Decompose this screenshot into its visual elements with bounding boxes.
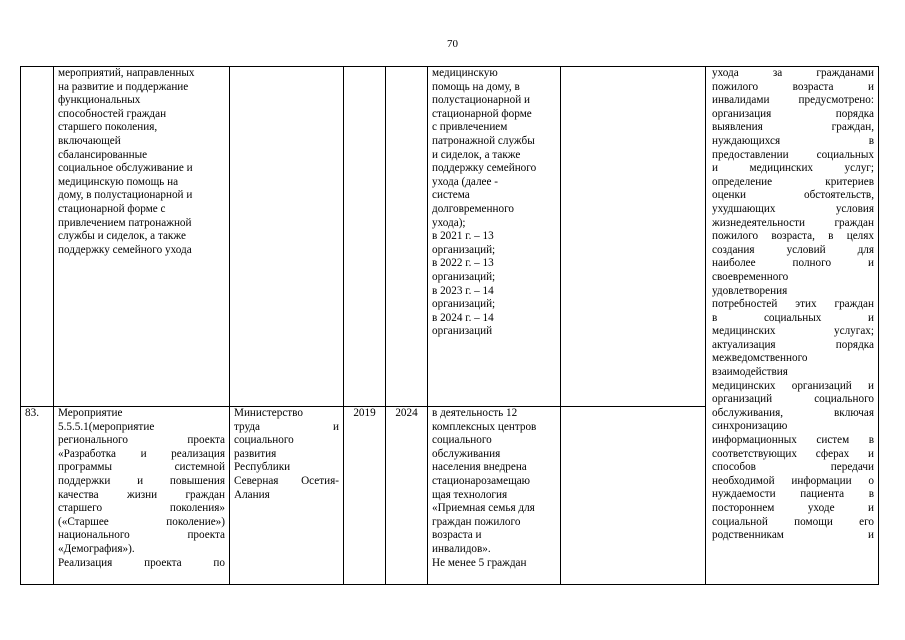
text-line: межведомственного xyxy=(712,352,808,365)
text-line: службы и сиделок, а также xyxy=(58,230,186,243)
text-line: «Приемная семья для xyxy=(432,502,535,515)
text-line: организаций; xyxy=(432,270,496,283)
text-line: Республики xyxy=(234,461,291,474)
page-number: 70 xyxy=(447,38,458,50)
text-line: включающей xyxy=(58,134,121,147)
text-line: полустационарной и xyxy=(432,94,531,107)
text-line: медицинскую xyxy=(432,67,498,79)
text-line: способностей граждан xyxy=(58,107,167,120)
text-line: старшего поколения» xyxy=(58,502,225,515)
responsible-text xyxy=(234,407,339,502)
empty-cell xyxy=(561,407,706,585)
text-line: определение критериев xyxy=(712,175,874,188)
result-text xyxy=(432,67,556,339)
start-year-cell xyxy=(344,407,386,585)
result-text xyxy=(432,407,556,570)
text-line: предоставлении социальных xyxy=(712,148,874,161)
text-line: возраста и xyxy=(432,529,482,542)
text-line: потребностей этих граждан xyxy=(712,298,874,311)
text-line: организация порядка xyxy=(712,107,874,120)
text-line: Северная Осетия- xyxy=(234,474,339,487)
text-line: наиболее полного и xyxy=(712,257,874,270)
text-line: старшего поколения, xyxy=(58,121,158,134)
text-line: населения внедрена xyxy=(432,461,527,474)
end-year: 2024 xyxy=(395,407,418,419)
text-line: «Демография»). xyxy=(58,542,135,555)
text-line: на развитие и поддержание xyxy=(58,80,189,93)
text-line: соответствующих сферах и xyxy=(712,447,874,460)
text-line: «Разработка и реализация xyxy=(58,447,225,460)
text-line: поддержки и повышения xyxy=(58,474,225,487)
text-line: Реализация проекта по xyxy=(58,556,225,569)
result-cell xyxy=(428,67,561,407)
text-line: организаций социального xyxy=(712,393,874,406)
text-line: актуализация порядка xyxy=(712,338,874,351)
text-line: информационных систем в xyxy=(712,434,874,447)
text-line: граждан пожилого xyxy=(432,515,521,528)
end-year-cell xyxy=(386,407,428,585)
text-line: социального xyxy=(432,434,492,447)
text-line: ухода за гражданами xyxy=(712,67,874,79)
text-line: выявления граждан, xyxy=(712,121,874,134)
table-row xyxy=(21,67,879,407)
text-line: долговременного xyxy=(432,202,514,215)
text-line: необходимой информации о xyxy=(712,474,874,487)
row-number-cell xyxy=(21,407,54,585)
text-line: труда и xyxy=(234,420,339,433)
text-line: медицинскую помощь на xyxy=(58,175,179,188)
text-line: удовлетворения xyxy=(712,284,788,297)
text-line: оценки обстоятельств, xyxy=(712,189,874,202)
text-line: стационарной форме xyxy=(432,107,532,120)
text-line: жизнедеятельности граждан xyxy=(712,216,874,229)
text-line: поддержку семейного xyxy=(432,162,537,175)
text-line: стационарозамещаю xyxy=(432,474,531,487)
text-line: ухода (далее - xyxy=(432,175,499,188)
text-line: развития xyxy=(234,447,277,460)
text-line: ухудшающих условия xyxy=(712,202,874,215)
measure-cell xyxy=(54,67,230,407)
text-line: в 2023 г. – 14 xyxy=(432,284,494,297)
program-table xyxy=(20,66,879,585)
text-line: обслуживания, включая xyxy=(712,406,874,419)
text-line: комплексных центров xyxy=(432,420,537,433)
text-line: в социальных и xyxy=(712,311,874,324)
responsible-cell xyxy=(230,407,344,585)
row-number: 83. xyxy=(25,407,39,419)
text-line: медицинских услугах; xyxy=(712,325,874,338)
text-line: привлечением патронажной xyxy=(58,216,192,229)
text-line: функциональных xyxy=(58,94,141,107)
text-line: нуждаемости пациента в xyxy=(712,488,874,501)
text-line: социальное обслуживание и xyxy=(58,162,193,175)
description-text xyxy=(712,67,874,543)
text-line: 5.5.5.1(мероприятие xyxy=(58,420,155,433)
row-number-cell xyxy=(21,67,54,407)
text-line: инвалидами предусмотрено: xyxy=(712,94,874,107)
text-line: взаимодействия xyxy=(712,366,788,379)
start-year-cell xyxy=(344,67,386,407)
text-line: в деятельность 12 xyxy=(432,407,518,419)
text-line: система xyxy=(432,189,470,202)
empty-cell xyxy=(561,67,706,407)
text-line: сбалансированные xyxy=(58,148,148,161)
text-line: постороннем уходе и xyxy=(712,502,874,514)
text-line: стационарной форме с xyxy=(58,202,166,215)
text-line: Не менее 5 граждан xyxy=(432,556,527,569)
text-line: организаций xyxy=(432,325,493,338)
text-line: национального проекта xyxy=(58,529,225,542)
text-line: программы системной xyxy=(58,461,225,474)
text-line: в 2022 г. – 13 xyxy=(432,257,494,270)
text-line: в 2021 г. – 13 xyxy=(432,230,494,243)
text-line: («Старшее поколение») xyxy=(58,515,225,528)
text-line: ухода); xyxy=(432,216,466,229)
text-line: обслуживания xyxy=(432,447,501,460)
responsible-cell xyxy=(230,67,344,407)
text-line: дому, в полустационарной и xyxy=(58,189,193,202)
text-line: Алания xyxy=(234,488,270,501)
text-line: нуждающихся в xyxy=(712,134,874,147)
text-line: родственникам и xyxy=(712,529,874,542)
text-line: синхронизацию xyxy=(712,420,788,433)
text-line: щая технология xyxy=(432,488,508,501)
text-line: Министерство xyxy=(234,407,303,419)
text-line: создания условий для xyxy=(712,243,874,256)
end-year-cell xyxy=(386,67,428,407)
text-line: способов передачи xyxy=(712,461,874,474)
text-line: помощь на дому, в xyxy=(432,80,520,93)
text-line: с привлечением xyxy=(432,121,508,134)
measure-cell xyxy=(54,407,230,585)
text-line: патронажной службы xyxy=(432,134,535,147)
text-line: инвалидов». xyxy=(432,542,491,555)
text-line: и медицинских услуг; xyxy=(712,162,874,175)
text-line: пожилого возраста и xyxy=(712,80,874,93)
text-line: организаций; xyxy=(432,298,496,311)
text-line: регионального проекта xyxy=(58,434,225,447)
text-line: медицинских организаций и xyxy=(712,379,874,392)
text-line: и сиделок, а также xyxy=(432,148,521,161)
text-line: поддержку семейного ухода xyxy=(58,243,192,256)
text-line: пожилого возраста, в целях xyxy=(712,230,874,243)
measure-text xyxy=(58,67,225,257)
text-line: организаций; xyxy=(432,243,496,256)
text-line: в 2024 г. – 14 xyxy=(432,311,494,324)
result-cell xyxy=(428,407,561,585)
text-line: мероприятий, направленных xyxy=(58,67,195,79)
text-line: качества жизни граждан xyxy=(58,488,225,501)
start-year: 2019 xyxy=(353,407,376,419)
description-cell xyxy=(706,67,879,585)
text-line: социальной помощи его xyxy=(712,515,874,528)
text-line: своевременного xyxy=(712,270,789,283)
text-line: Мероприятие xyxy=(58,407,123,419)
measure-text xyxy=(58,407,225,570)
text-line: социального xyxy=(234,434,294,447)
